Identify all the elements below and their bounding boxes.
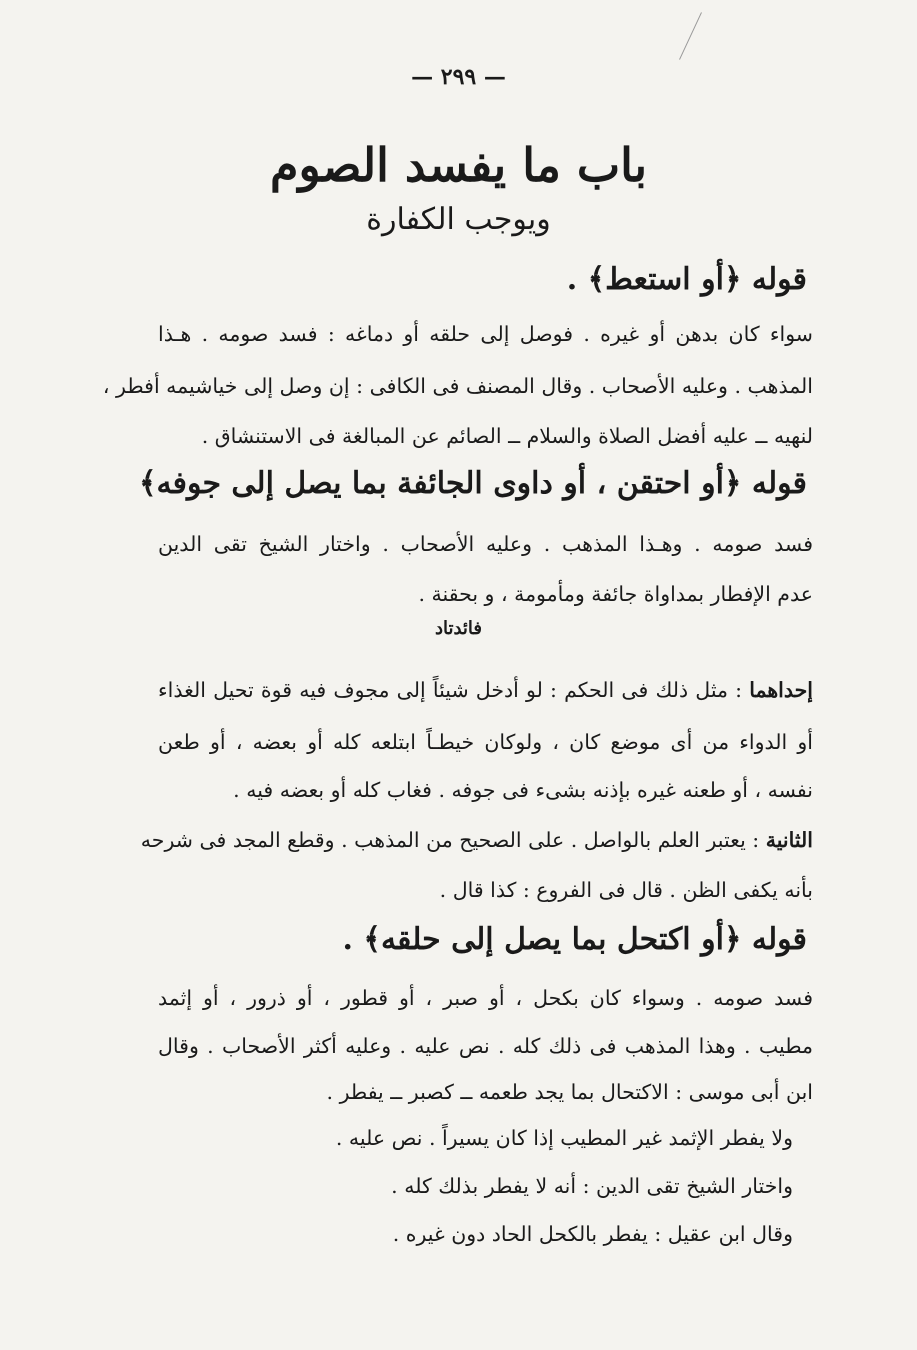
paragraph-1-line: المذهب . وعليه الأصحاب . وقال المصنف فى الكافى : إن وصل إلى خياشيمه أفطر ، — [102, 374, 813, 398]
paragraph-4-line — [140, 824, 813, 856]
paragraph-3-line — [158, 674, 813, 706]
first-benefit-label: إحداهما — [749, 678, 813, 702]
paragraph-6-line: وقال ابن عقيل : يفطر بالكحل الحاد دون غيره . — [392, 1222, 793, 1246]
paragraph-6-line: ولا يفطر الإثمد غير المطيب إذا كان يسيراً . نص عليه . — [335, 1126, 793, 1150]
chapter-title: باب ما يفسد الصوم — [269, 138, 647, 192]
paragraph-4-text: : يعتبر العلم بالواصل . على الصحيح من المذهب . وقطع المجد فى شرحه — [140, 828, 760, 852]
page-number: — ٢٩٩ — — [411, 64, 506, 90]
paragraph-1-line: لنهيه ــ عليه أفضل الصلاة والسلام ــ الصائم عن المبالغة فى الاستنشاق . — [201, 424, 813, 448]
paragraph-3-line: أو الدواء من أى موضع كان ، ولوكان خيطـاً ابتلعه كله أو بعضه ، أو طعن — [158, 730, 813, 754]
paragraph-3-text: : مثل ذلك فى الحكم : لو أدخل شيئاً إلى مجوف فيه قوة تحيل الغذاء — [158, 678, 743, 702]
second-benefit-label: الثانية — [765, 828, 813, 852]
quote-heading-2: قوله ﴿أو احتقن ، أو داوى الجائفة بما يصل إلى جوفه﴾ — [138, 466, 807, 501]
paragraph-5-line: ابن أبى موسى : الاكتحال بما يجد طعمه ــ كصبر ــ يفطر . — [326, 1080, 813, 1104]
paragraph-6-line: واختار الشيخ تقى الدين : أنه لا يفطر بذلك كله . — [391, 1174, 793, 1198]
paragraph-1-line: سواء كان بدهن أو غيره . فوصل إلى حلقه أو دماغه : فسد صومه . هـذا — [158, 322, 813, 346]
quote-heading-1: قوله ﴿أو استعط﴾ . — [566, 262, 807, 297]
paragraph-4-line: بأنه يكفى الظن . قال فى الفروع : كذا قال . — [439, 878, 813, 902]
quote-heading-3: قوله ﴿أو اكتحل بما يصل إلى حلقه﴾ . — [342, 922, 807, 957]
section-heading: فائدتاد — [434, 618, 483, 639]
chapter-subtitle: ويوجب الكفارة — [366, 202, 551, 237]
margin-mark — [679, 12, 702, 60]
paragraph-5-line: فسد صومه . وسواء كان بكحل ، أو صبر ، أو قطور ، أو ذرور ، أو إثمد — [158, 986, 813, 1010]
paragraph-2-line: عدم الإفطار بمداواة جائفة ومأمومة ، و بحقنة . — [418, 582, 813, 606]
paragraph-2-line: فسد صومه . وهـذا المذهب . وعليه الأصحاب . واختار الشيخ تقى الدين — [158, 532, 813, 556]
paragraph-3-line: نفسه ، أو طعنه غيره بإذنه بشىء فى جوفه . فغاب كله أو بعضه فيه . — [233, 778, 813, 802]
paragraph-5-line: مطيب . وهذا المذهب فى ذلك كله . نص عليه . وعليه أكثر الأصحاب . وقال — [158, 1034, 813, 1058]
